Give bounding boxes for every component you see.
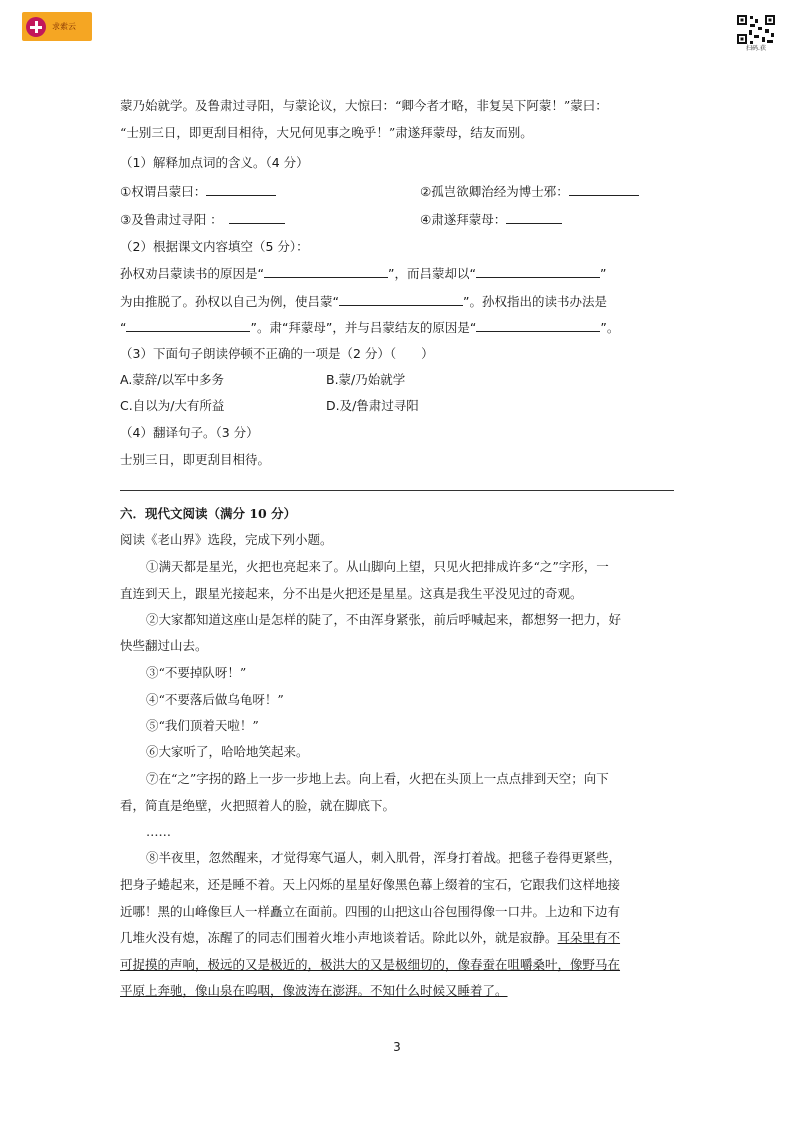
section-6-title: 六．现代文阅读（满分 10 分） bbox=[120, 506, 297, 521]
underlined-passage: 可捉摸的声响，极远的又是极近的，极洪大的又是极细切的，像春蚕在咀嚼桑叶，像野马在 bbox=[120, 957, 621, 972]
paragraph-line: 近哪！黑的山峰像巨人一样矗立在面前。四围的山把这山谷包围得像一口井。上边和下边有 bbox=[120, 904, 621, 919]
paragraph-line: ②大家都知道这座山是怎样的陡了，不由浑身紧张，前后呼喊起来，都想努一把力，好 bbox=[146, 612, 622, 627]
underlined-passage: 耳朵里有不 bbox=[557, 930, 621, 945]
section-divider bbox=[120, 490, 674, 491]
paragraph-line: 看，简直是绝壁，火把照着人的脸，就在脚底下。 bbox=[120, 798, 396, 813]
brand-logo bbox=[22, 12, 92, 41]
option-b: B.蒙/乃始就学 bbox=[326, 372, 406, 387]
paragraph-line: ⑧半夜里，忽然醒来，才觉得寒气逼人，刺入肌骨，浑身打着战。把毯子卷得更紧些， bbox=[146, 850, 622, 865]
paragraph-line: 把身子蜷起来，还是睡不着。天上闪烁的星星好像黑色幕上缀着的宝石，它跟我们这样地接 bbox=[120, 877, 621, 892]
logo-text: 求索云 bbox=[52, 22, 76, 31]
question-1-title: （1）解释加点词的含义。（4 分） bbox=[120, 155, 309, 170]
section-6-intro: 阅读《老山界》选段，完成下列小题。 bbox=[120, 532, 333, 547]
question-1-item: ②孤岂欲卿治经为博士邪： bbox=[420, 183, 639, 200]
underlined-passage: 平原上奔驰，像山泉在呜咽，像波涛在澎湃。不知什么时候又睡着了。 bbox=[120, 983, 508, 998]
paragraph-line: ⑥大家听了，哈哈地笑起来。 bbox=[146, 744, 309, 759]
paragraph-line: ⑤“我们顶着天啦！” bbox=[146, 718, 259, 733]
passage-line: “士别三日，即更刮目相待，大兄何见事之晚乎！”肃遂拜蒙母，结友而别。 bbox=[120, 125, 533, 140]
option-d: D.及/鲁肃过寻阳 bbox=[326, 398, 419, 413]
question-1-item: ③及鲁肃过寻阳 ： bbox=[120, 211, 285, 228]
question-4-title: （4）翻译句子。（3 分） bbox=[120, 425, 259, 440]
page-number: 3 bbox=[393, 1040, 401, 1054]
paragraph-line: ⑦在“之”字拐的路上一步一步地上去。向上看，火把在头顶上一点点排到天空；向下 bbox=[146, 771, 609, 786]
qr-caption: 扫码.获 bbox=[746, 45, 766, 52]
question-2-line: “ ”。肃“拜蒙母”，并与吕蒙结友的原因是“ ”。 bbox=[120, 320, 620, 335]
paragraph-line: ④“不要落后做乌龟呀！” bbox=[146, 692, 284, 707]
option-a: A.蒙辞/以军中多务 bbox=[120, 372, 225, 387]
ellipsis: …… bbox=[146, 824, 171, 839]
paragraph-line: 快些翻过山去。 bbox=[120, 638, 208, 653]
question-2-line: 孙权劝吕蒙读书的原因是“ ”，而吕蒙却以“ ” bbox=[120, 266, 607, 281]
logo-cross-icon bbox=[26, 17, 46, 37]
paragraph-line: ③“不要掉队呀！” bbox=[146, 665, 247, 680]
question-2-line: 为由推脱了。孙权以自己为例，使吕蒙“ ”。孙权指出的读书办法是 bbox=[120, 294, 607, 309]
paragraph-line: 直连到天上，跟星光接起来，分不出是火把还是星星。这真是我生平没见过的奇观。 bbox=[120, 586, 583, 601]
question-2-title: （2）根据课文内容填空（5 分）： bbox=[120, 239, 309, 254]
question-3-title: （3）下面句子朗读停顿不正确的一项是（2 分）（ ） bbox=[120, 346, 434, 361]
paragraph-line: 几堆火没有熄，冻醒了的同志们围着火堆小声地谈着话。除此以外，就是寂静。耳朵里有不 bbox=[120, 930, 621, 945]
question-1-item: ④肃遂拜蒙母： bbox=[420, 211, 562, 228]
passage-line: 蒙乃始就学。及鲁肃过寻阳，与蒙论议，大惊曰：“卿今者才略，非复吴下阿蒙！”蒙曰： bbox=[120, 98, 608, 113]
question-4-sentence: 士别三日，即更刮目相待。 bbox=[120, 452, 271, 467]
paragraph-line: ①满天都是星光，火把也亮起来了。从山脚向上望，只见火把排成许多“之”字形，一 bbox=[146, 559, 609, 574]
question-1-item: ①权谓吕蒙曰： bbox=[120, 183, 276, 200]
option-c: C.自以为/大有所益 bbox=[120, 398, 225, 413]
